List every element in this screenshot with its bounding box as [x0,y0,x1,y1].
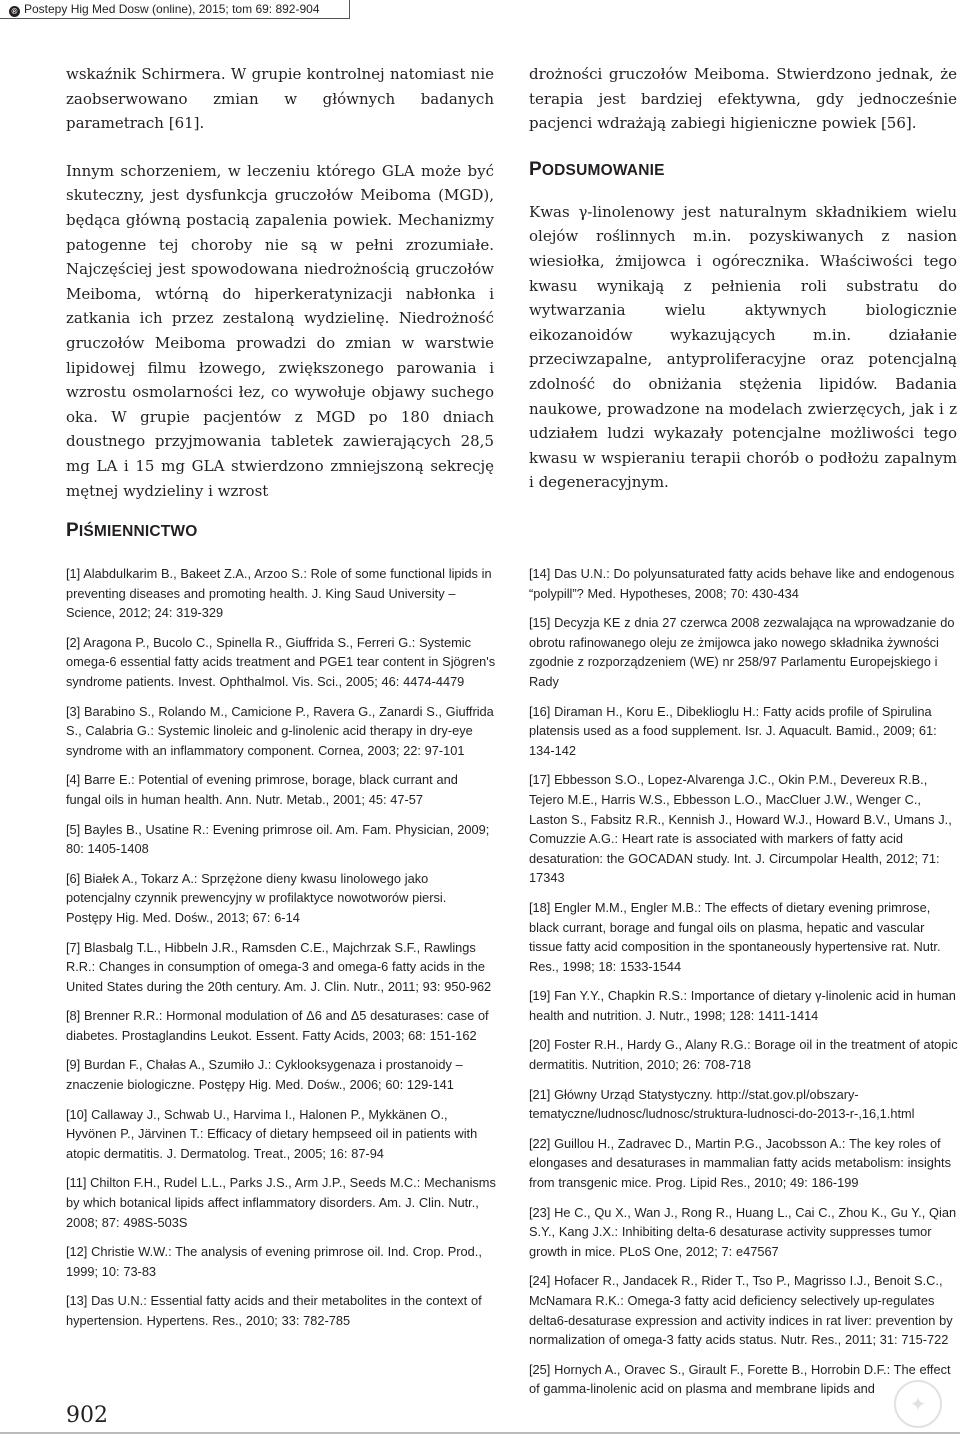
reference-entry: [4] Barre E.: Potential of evening primrose, borage, black currant and fungal oils in human health. Ann. Nutr. Metab., 2001; 45: 47-57 [66,772,458,807]
reference-entry: [15] Decyzja KE z dnia 27 czerwca 2008 zezwalająca na wprowadzanie do obrotu rafinowanego oleju ze żmijowca jako nowego składnika żywności zgodnie z rozporządzeniem (WE) nr 258/97 Parlamentu Europejskiego i Rady [529,615,955,689]
reference-entry: [9] Burdan F., Chałas A., Szumiło J.: Cyklooksygenaza i prostanoidy – znaczenie biologiczne. Postępy Hig. Med. Dośw., 2006; 60: 129-141 [66,1057,463,1093]
reference-entry: [16] Diraman H., Koru E., Dibeklioglu H.: Fatty acids profile of Spirulina platensis used as a food supplement. Isr. J. Aquacult. Bamid., 2009; 61: 134-142 [529,703,937,758]
watermark-seal-icon: ✦ [894,1380,942,1428]
reference-entry: [22] Guillou H., Zadravec D., Martin P.G., Jacobsson A.: The key roles of elongases and desaturases in mammalian fatty acids metabolism: insights from transgenic mice. Prog. Lipid Res., 2010; 49: 186-199 [529,1135,951,1191]
references-heading: PIŚMIENNICTWO [66,520,198,541]
paragraph: drożności gruczołów Meiboma. Stwierdzono jednak, że terapia jest bardziej efektywna, gdy jednocześnie pacjenci wdrażają zabiegi higieniczne powiek [56]. [529,65,957,133]
reference-entry: [11] Chilton F.H., Rudel L.L., Parks J.S., Arm J.P., Seeds M.C.: Mechanisms by which botanical lipids affect inflammatory disorders. Am. J. Clin. Nutr., 2008; 87: 498S-503S [66,1175,496,1230]
paragraph: wskaźnik Schirmera. W grupie kontrolnej natomiast nie zaobserwowano zmian w głównych badanych parametrach [61]. [66,65,494,133]
reference-entry: [10] Callaway J., Schwab U., Harvima I., Halonen P., Mykkänen O., Hyvönen P., Järvinen T.: Efficacy of dietary hempseed oil in patients with atopic dermatitis. J. Dermatolog. Treat., 2005; 16: 87-94 [66,1106,478,1161]
reference-entry: [21] Główny Urząd Statystyczny. http://stat.gov.pl/obszary-tematyczne/ludnosc/ludnosc/struktura-ludnosci-do-2013-r-,16,1.html [529,1086,915,1122]
reference-entry: [7] Blasbalg T.L., Hibbeln J.R., Ramsden C.E., Majchrzak S.F., Rawlings R.R.: Changes in consumption of omega-3 and omega-6 fatty acids in the United States during the 20th century. Am. J. Clin. Nutr., 2011; 93: 950-962 [66,939,492,994]
reference-entry: [23] He C., Qu X., Wan J., Rong R., Huang L., Cai C., Zhou K., Gu Y., Qian S.Y., Kang J.X.: Inhibiting delta-6 desaturase activity suppresses tumor growth in mice. PLoS One, 2012; 7: e47567 [529,1204,957,1259]
reference-entry: [20] Foster R.H., Hardy G., Alany R.G.: Borage oil in the treatment of atopic dermatitis. Nutrition, 2010; 26: 708-718 [529,1037,958,1073]
reference-entry: [5] Bayles B., Usatine R.: Evening primrose oil. Am. Fam. Physician, 2009; 80: 1405-1408 [66,821,490,857]
reference-entry: [8] Brenner R.R.: Hormonal modulation of Δ6 and Δ5 desaturases: case of diabetes. Prostaglandins Leukot. Essent. Fatty Acids, 2003; 68: 151-162 [66,1008,489,1043]
reference-entry: [12] Christie W.W.: The analysis of evening primrose oil. Ind. Crop. Prod., 1999; 10: 73-83 [66,1244,482,1279]
reference-entry: [3] Barabino S., Rolando M., Camicione P., Ravera G., Zanardi S., Giuffrida S., Calabria G.: Systemic linoleic and g-linolenic acid therapy in dry-eye syndrome with an inflammatory component. Cornea, 2003; 22: 97-101 [66,703,494,758]
reference-entry: [2] Aragona P., Bucolo C., Spinella R., Giuffrida S., Ferreri G.: Systemic omega-6 essential fatty acids treatment and PGE1 tear content in Sjögren's syndrome patients. Invest. Ophthalmol. Vis. Sci., 2005; 46: 4474-4479 [66,634,496,689]
left-text-column [66,62,494,526]
reference-entry: [19] Fan Y.Y., Chapkin R.S.: Importance of dietary γ-linolenic acid in human health and nutrition. J. Nutr., 1998; 128: 1411-1414 [529,988,956,1023]
right-text-column [529,62,957,518]
reference-entry: [25] Hornych A., Oravec S., Girault F., Forette B., Horrobin D.F.: The effect of gamma-linolenic acid on plasma and membrane lipids and [529,1361,951,1397]
reference-entry: [17] Ebbesson S.O., Lopez-Alvarenga J.C., Okin P.M., Devereux R.B., Tejero M.E., Harris W.S., Ebbesson L.O., MacCluer J.W., Wenger C., Laston S., Fabsitz R.R., Kennish J., Howard W.J., Howard B.V., Umans J., Comuzzie A.G.: Heart rate is associated with markers of fatty acid desaturation: the GOCADAN study. Int. J. Circumpolar Health, 2012; 71: 17343 [529,772,952,886]
section-heading-summary: PODSUMOWANIE [529,158,665,180]
running-header [0,0,350,19]
paragraph: Kwas γ-linolenowy jest naturalnym składnikiem wielu olejów roślinnych m.in. pozyskiwanych z nasion wiesiołka, żmijowca i ogórecznika. Właściwości tego kwasu wynikają z pełnienia roli substratu do wytwarzania wielu aktywnych biologicznie eikozanoidów wykazujących m.in. działanie przeciwzapalne, antyproliferacyjne oraz potencjalną zdolność do obniżania stężenia lipidów. Badania naukowe, prowadzone na modelach zwierzęcych, jak i z udziałem ludzi wykazały potencjalne możliwości tego kwasu w wspieraniu terapii chorób o podłożu zapalnym i degeneracyjnym. [529,202,957,492]
references-left-column [66,564,496,1341]
paragraph: Innym schorzeniem, w leczeniu którego GLA może być skuteczny, jest dysfunkcja gruczołów Meiboma (MGD), będąca główną postacią zapalenia powiek. Mechanizmy patogenne tej choroby nie są w pełni zrozumiałe. Najczęściej jest spowodowana niedrożnością gruczołów Meiboma, wtórną do hiperkeratynizacji nabłonka i zatkania ich przez zestaloną wydzielinę. Niedrożność gruczołów Meiboma prowadzi do zmian w warstwie lipidowej filmu łzowego, zwiększonego parowania i wzrostu osmolarności łez, co wywołuje objawy suchego oka. W grupie pacjentów z MGD po 180 dniach doustnego przyjmowania tabletek zawierających 28,5 mg LA i 15 mg GLA stwierdzono zmniejszoną sekrecję mętnej wydzieliny i wzrost [66,161,494,500]
journal-citation: Postepy Hig Med Dosw (online), 2015; tom 69: 892-904 [24,2,320,16]
reference-entry: [18] Engler M.M., Engler M.B.: The effects of dietary evening primrose, black currant, borage and fungal oils on plasma, hepatic and vascular tissue fatty acid composition in the spontaneously hypertensive rat. Nutr. Res., 1998; 18: 1533-1544 [529,899,941,974]
reference-entry: [24] Hofacer R., Jandacek R., Rider T., Tso P., Magrisso I.J., Benoit S.C., McNamara R.K.: Omega-3 fatty acid deficiency selectively up-regulates delta6-desaturase expression and activity indices in rat liver: prevention by normalization of omega-3 fatty acids status. Nutr. Res., 2011; 31: 715-722 [529,1273,953,1348]
reference-entry: [14] Das U.N.: Do polyunsaturated fatty acids behave like and endogenous “polypill”? Med. Hypotheses, 2008; 70: 430-434 [529,566,955,601]
registered-logo-icon: ® [9,6,20,17]
reference-entry: [1] Alabdulkarim B., Bakeet Z.A., Arzoo S.: Role of some functional lipids in preventing diseases and promoting health. J. King Saud University – Science, 2012; 24: 319-329 [66,566,492,621]
reference-entry: [6] Białek A., Tokarz A.: Sprzężone dieny kwasu linolowego jako potencjalny czynnik prewencyjny w profilaktyce nowotworów piersi. Postępy Hig. Med. Dośw., 2013; 67: 6-14 [66,870,447,925]
page-number: 902 [66,1403,108,1428]
references-right-column [529,564,959,1409]
reference-entry: [13] Das U.N.: Essential fatty acids and their metabolites in the context of hypertension. Hypertens. Res., 2010; 33: 782-785 [66,1293,482,1328]
